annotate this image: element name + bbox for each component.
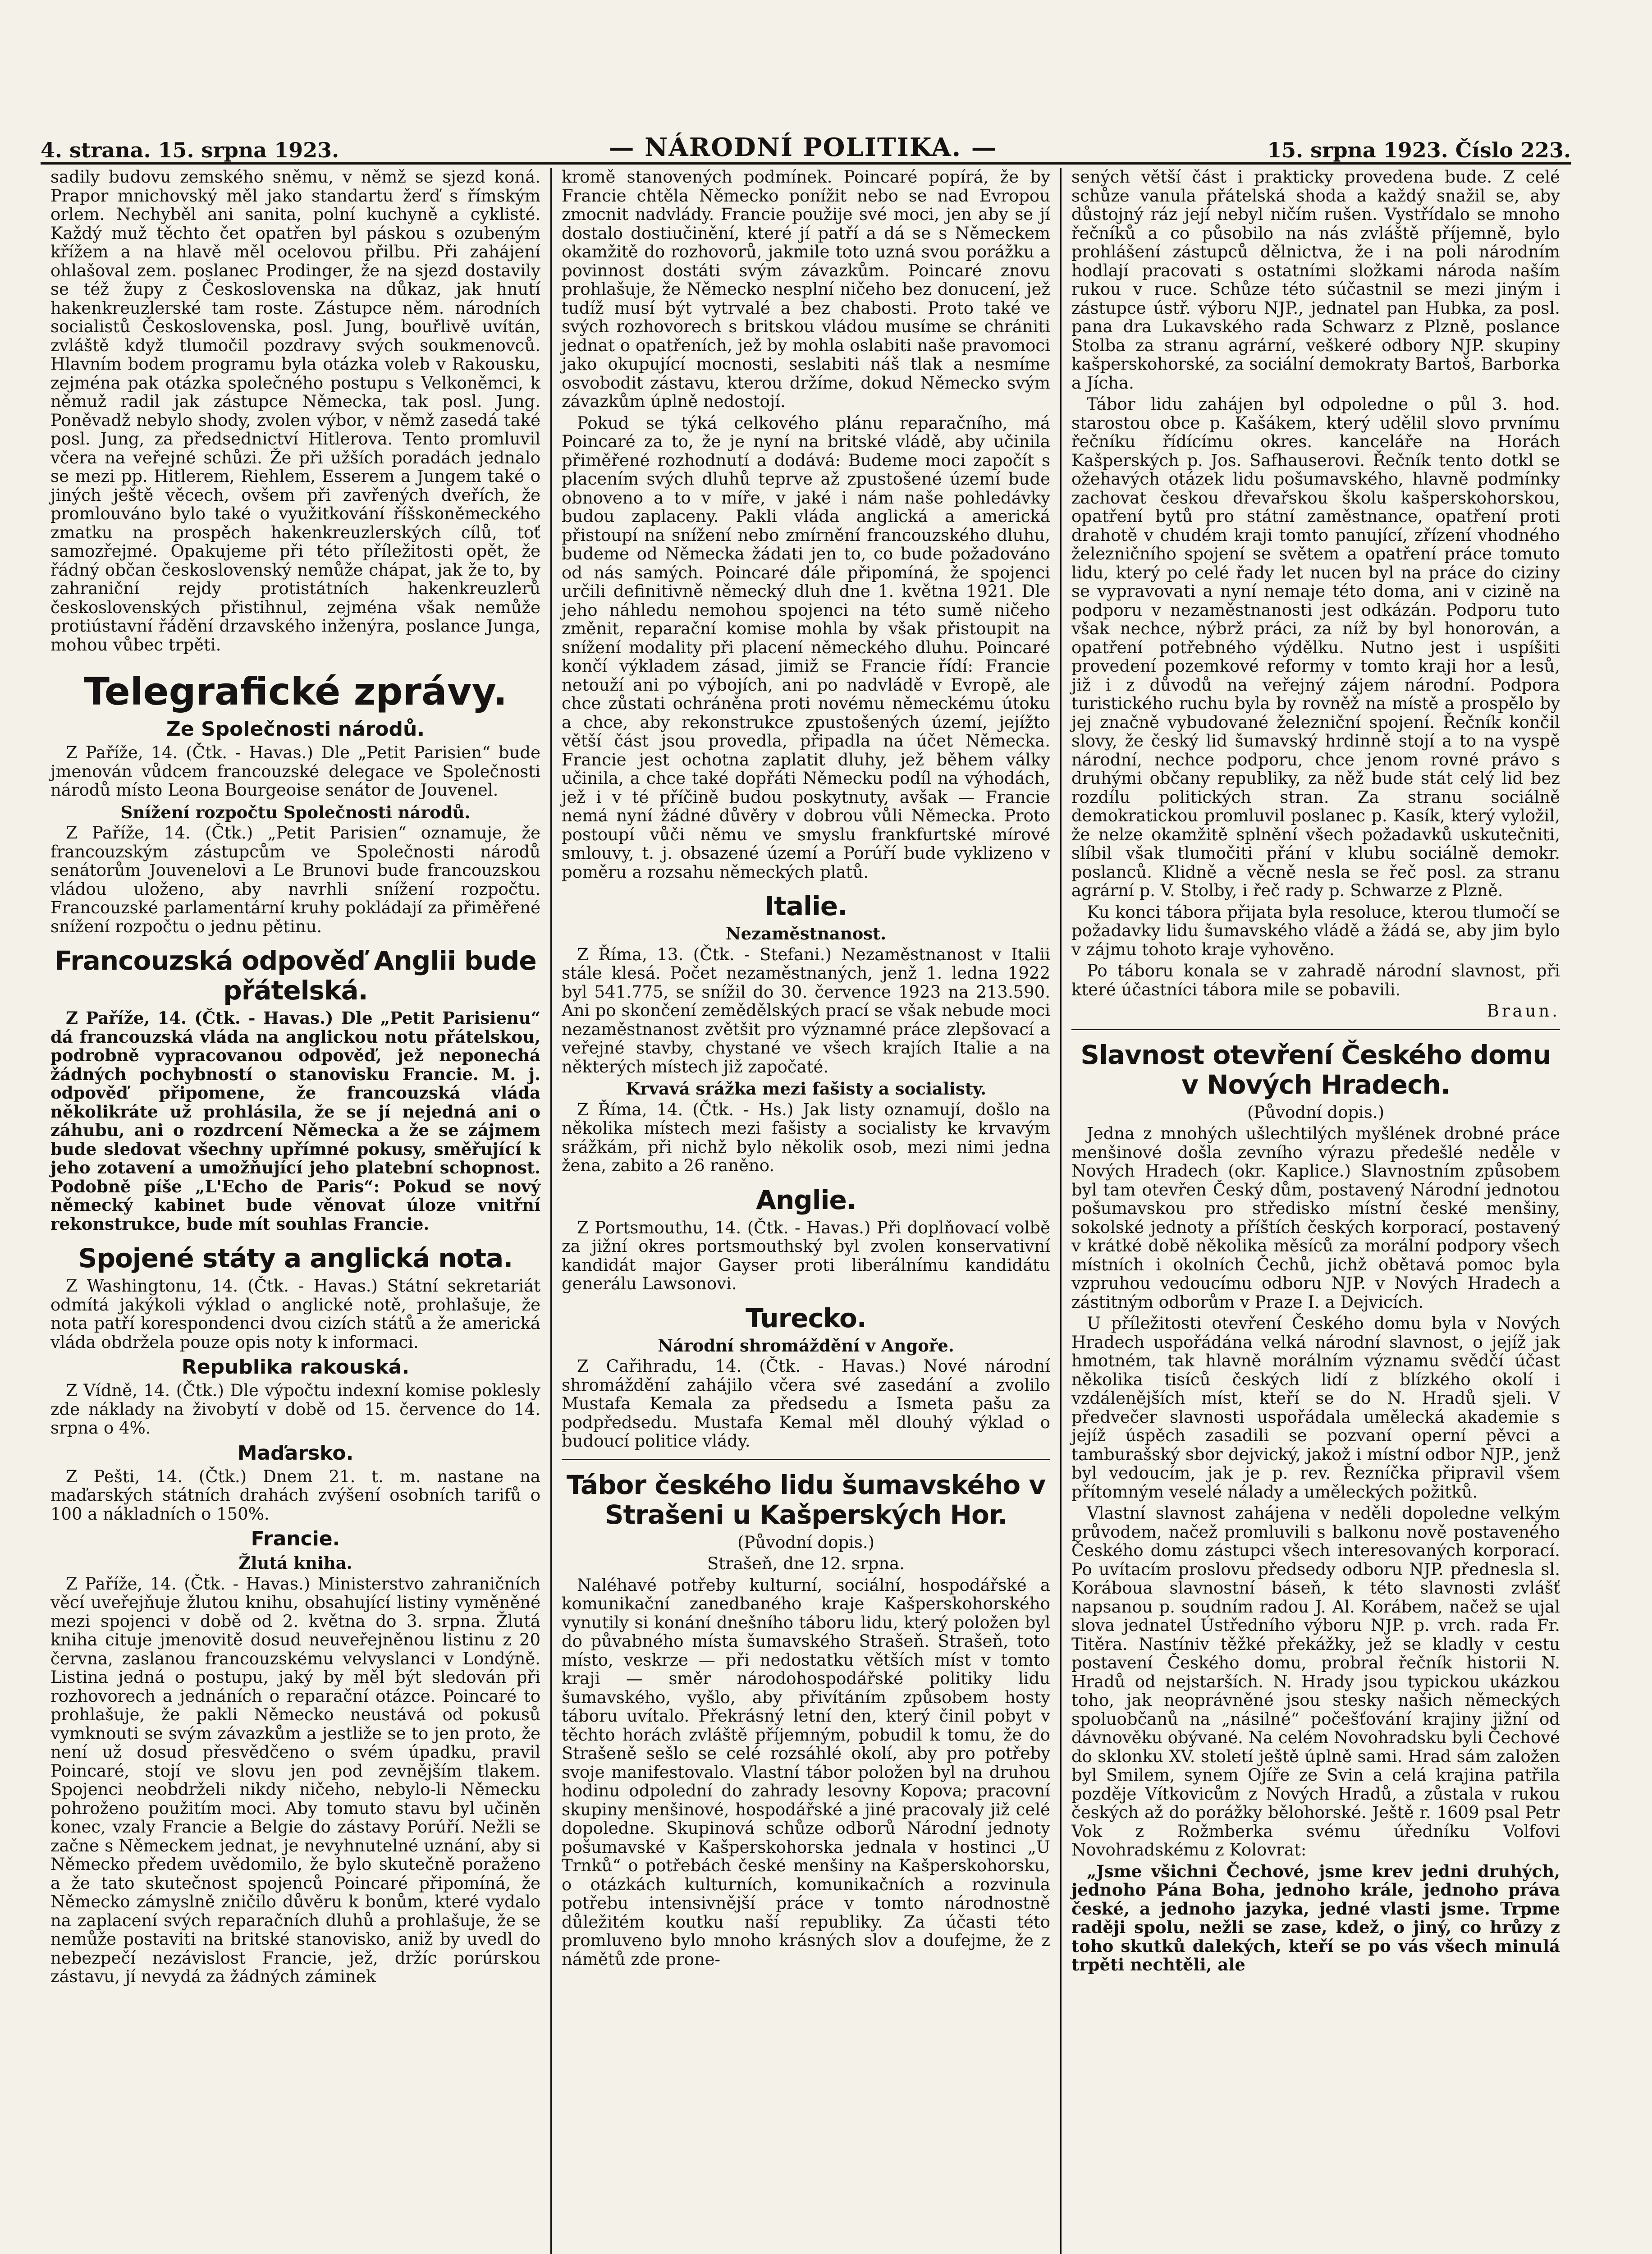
paragraph-usa: Z Washingtonu, 14. (Čtk. - Havas.) Státní sekretariát odmítá jakýkoli výklad o anglické notě, prohlašuje, že nota patří korespondenci dvou cizích států a že americká vláda obdržela pouze opis noty k informaci.	[50, 1276, 540, 1352]
paragraph-tabor-2: Tábor lidu zahájen byl odpoledne o půl 3. hod. starostou obce p. Kašákem, který udělil slovo prvnímu řečníku řídícímu okres. kanceláře na Horách Kašperských p. Jos. Safhauserovi. Řečník tento dotkl se ožehavých otázek lidu pošumavského, hlavně podmínky zachovat českou dřevařskou školu kašperskohorskou, opatření bytů pro státní zaměstnance, opatření proti drahotě v chudém kraji tomto panující, zřízení vhodného železničního spojení se světem a opatření práce tomuto lidu, který po celé řady let nucen byl na práce do ciziny se vypravovati a nyní nemaje této doma, ani v cizině na podporu v nezaměstnanosti jest odkázán. Podporu tuto však nechce, nýbrž práci, za níž by byl honorován, a opatření potřebného výdělku. Nutno jest i uspíšiti provedení pozemkové reformy v tomto kraji hor a lesů, již i z důvodů na veřejný zájem národní. Podpora turistického ruchu byla by rovněž na místě a prospělo by jej značně vybudované železniční spojení. Řečník končil slovy, že český lid šumavský hrdinně stojí a to na vyspě národní, nechce podporu, chce jenom rovné právo s druhými občany republiky, za něž bude stát celý lid bez rozdílu politických stran. Za stranu sociálně demokratickou promluvil poslanec p. Kasík, který vyložil, že nelze okamžitě splnění všech požadavků uskutečniti, slíbil však tlumočiti přání v klubu sociálně demokr. poslanců. Klidně a věcně nesla se řeč posl. za stranu agrární p. V. Stolby, i řeč rady p. Schwarze z Plzně.	[1071, 394, 1560, 900]
headline-clash: Krvavá srážka mezi fašisty a socialisty.	[625, 1079, 987, 1099]
paragraph-budget: Z Paříže, 14. (Čtk.) „Petit Parisien“ oznamuje, že francouzským zástupcům ve Společnosti národů senátorům Jouvenelovi a Le Brunovi bude francouzskou vládou uloženo, aby navrhli snížení rozpočtu. Francouzské parlamentární kruhy pokládají za přiměřené snížení rozpočtu o jednu pětinu.	[50, 823, 540, 936]
headline-tabor: Tábor českého lidu šumavského v Strašeni u Kašperských Hor.	[566, 1469, 1046, 1530]
headline-answer: Francouzská odpověď Anglii bude přátelská.	[55, 945, 536, 1006]
article-continuation-3: sených větší část i prakticky provedena bude. Z celé schůze vanula přátelská shoda a každý snažil se, aby důstojný ráz její nebyl ničím rušen. Vystřídalo se mnoho řečníků a co působilo na nás zvláště příjemně, bylo prohlášení zástupců dělnictva, že i na poli národním hodlají pracovati s ostatními složkami národa naším rukou v ruce. Schůze této súčastnil se mezi jiným i zástupce ústř. výboru NJP., jednatel pan Hubka, za posl. pana dra Lukavského rada Schwarz z Plzně, poslance Stolba za stranu agrární, veškeré odbory NJP. skupiny kašperskohorské, za sociální demokraty Bartoš, Barborka a Jícha.	[1071, 168, 1560, 393]
headline-festival: Slavnost otevření Českého domu v Nových Hradech.	[1080, 1039, 1551, 1100]
column-2	[550, 168, 1060, 2254]
paragraph-festival-2: U příležitosti otevření Českého domu byla v Nových Hradech uspořádána velká národní slavnost, o jejíž jak hmotném, tak hlavně morálním významu svědčí účast několika tisíců českých lidí z blízkého okolí i vzdálenějších míst, kteří se do N. Hradů sjeli. V předvečer slavnosti uspořádala umělecká akademie s jejíž úspěch zasadili se pozvaní operní pěvci a tamburašský sbor dejvický, jakož i místní odbor NJP., jenž byl vedoucím, jak je p. rev. Řezníčka připravil všem přítomným veselé nálady a uměleckých požitků.	[1071, 1314, 1560, 1502]
divider	[562, 1459, 1050, 1460]
headline-austria: Republika rakouská.	[181, 1356, 410, 1379]
newspaper-title: — NÁRODNÍ POLITIKA. —	[609, 133, 998, 162]
paragraph-tabor-3: Ku konci tábora přijata byla resoluce, kterou tlumočí se požadavky lidu šumavského vládě a žádá se, aby jim bylo v zájmu tohoto kraje vyhověno.	[1071, 902, 1560, 959]
headline-unemployment: Nezaměstnanost.	[725, 924, 887, 944]
headline-italy: Italie.	[764, 891, 847, 921]
paragraph-yellow-book: Z Paříže, 14. (Čtk. - Havas.) Ministerstvo zahraničních věcí uveřejňuje žlutou knihu, obsahující listiny vyměněné mezi spojenci v době od 2. května do 3. srpna. Žlutá kniha cituje jmenovitě dosud neuveřejněnou listinu z 20 června, zaslanou francouzskému velvyslanci v Londýně. Listina jedná o postupu, jaký by měl být sledován při rozhovorech a jednáních o reparační otázce. Poincaré to prohlašuje, že pakli Německo neustává od pokusů vymknouti se svým závazkům a jestliže se to jen proto, že není už dosud přesvědčeno o svém úpadku, pravil Poincaré, stojí ve slovu jen pod zevnějším tlakem. Spojenci neobdrželi nikdy ničeho, nebylo-li Německu pohroženo použitím moci. Aby tomuto stavu byl učiněn konec, vzaly Francie a Belgie do zástavy Porúří. Nežli se začne s Německem jednat, je nevyhnutelné uznání, aby si Německo předem uvědomilo, že bylo skutečně poraženo a že tato skutečnost spojenců Poincaré připomíná, že Německo zámyslně zničilo důvěru k bonům, které vydalo na zaplacení svých reparačních dluhů a prohlašuje, že se nemůže postaviti na britské stanovisko, aniž by uvedl do nebezpečí nezávislost Francie, jež, držíc porúrskou zástavu, jí nevydá za žádných záminek	[50, 1574, 540, 1986]
paragraph-festival-3: Vlastní slavnost zahájena v neděli dopoledne velkým průvodem, načež promluvili s balkonu nově postaveného Českého domu zástupci všech interesovaných korporací. Po uvítacím proslovu předsedy odboru NJP. přednesla sl. Koráboua slavnostní báseň, k této slavnosti zvlášť napsanou p. soudním radou J. Al. Korábem, načež se ujal slova jednatel Ústředního výboru NJP. p. vrch. rada Fr. Titěra. Nastíniv těžké překážky, jež se kladly v cestu postavení Českého domu, probral řečník historii N. Hradů od nejstarších. N. Hrady jsou typickou ukázkou toho, jak neoprávněné jsou stesky našich německých spoluobčanů na „násilné“ počešťování krajiny jižní od dávnověku obývané. Na celém Novohradsku byli Čechové do sklonku XV. století ještě úplně sami. Hrad sám založen byl Smilem, synem Ojíře ze Svin a celá krajina patřila pozděje Vítkovicům z Nových Hradů, a zůstala v rukou českých až do porážky bělohorské. Ještě r. 1609 psal Petr Vok z Rožmberka svému úředníku Volfovi Novohradskému z Kolovrat:	[1071, 1503, 1560, 1860]
column-1	[41, 168, 550, 2254]
headline-budget: Snížení rozpočtu Společnosti národů.	[120, 802, 471, 822]
headline-france: Francie.	[251, 1527, 340, 1550]
signature: Braun.	[1487, 1001, 1560, 1021]
columns	[41, 168, 1571, 2254]
paragraph-tabor-4: Po táboru konala se v zahradě národní slavnost, při které účastníci tábora mile se pobavili.	[1071, 961, 1560, 999]
paragraph-clash: Z Říma, 14. (Čtk. - Hs.) Jak listy oznamují, došlo na několika místech mezi fašisty a socialisty ke krvavým srážkám, při nichž bylo několik osob, mezi nimi jedna žena, zabito a 26 raněno.	[562, 1100, 1050, 1175]
article-continuation: sadily budovu zemského sněmu, v němž se sjezd koná. Prapor mnichovský měl jako standartu žerď s římským orlem. Nechyběl ani sanita, polní kuchyně a cyklisté. Každý muž těchto čet opatřen byl páskou s ozubeným křížem a na hlavě měl ocelovou přilbu. Při zahájení ohlašoval zem. poslanec Prodinger, že na sjezd dostavily se též župy z Československa na důkaz, jak hnutí hakenkreuzlerské tam roste. Zástupce něm. národních socialistů Československa, posl. Jung, bouřlivě uvítán, zvláště když tlumočil pozdravy svých soukmenovců. Hlavním bodem programu byla otázka voleb v Rakousku, zejména pak otázka společného postupu s Velkoněmci, k němuž radil jak zástupce Německa, tak posl. Jung. Poněvadž nebylo shody, zvolen výbor, v němž zasedá také posl. Jung, za předsednictví Hitlerova. Tento promluvil včera na veřejné schůzi. Že při užších poradách jednalo se mezi pp. Hitlerem, Riehlem, Esserem a Jungem také o jiných ještě věcech, ovšem při zavřených dveřích, že promlouváno bylo také o využitkování říšskoněmeckého zmatku na prospěch hakenkreuzlerských cílů, toť samozřejmé. Opakujeme při této příležitosti opět, že řádný občan československý nemůže chápat, jak že to, by zahraniční rejdy protistátních hakenkreuzlerů československých přistihnul, zejména však nemůže protiústavní řádění drzavského inženýra, poslance Junga, mohou vůbec trpěti.	[50, 168, 540, 655]
paragraph-tabor: Naléhavé potřeby kulturní, sociální, hospodářské a komunikační zanedbaného kraje Kašperskohorského vynutily si konání dnešního táboru lidu, který položen byl do půvabného místa šumavského Strašeň. Strašeň, toto místo, veskrze — při nedostatku větších míst v tomto kraji — směr národohospodářské politiky lidu šumavského, vyšlo, aby přivítáním způsobem hosty táboru uvítalo. Překrásný letní den, který činil pobyt v těchto horách zvláště příjemným, pobudil k tomu, že do Strašeně sešlo se celé rozsáhlé okolí, aby pro potřeby svoje manifestovalo. Vlastní tábor položen byl na druhou hodinu odpolední do zahrady lesovny Kopova; pracovní skupiny menšinové, hospodářské a jiné pracovaly již celé dopoledne. Skupinová schůze odborů Národní jednoty pošumavské v Kašperskohorska jednala v hostinci „U Trnků“ o potřebách české menšiny na Kašperskohorsku, o otázkách kulturních, komunikačních a rozvinula potřebu intensivnější práce v tomto národnostně důležitém koutku naší republiky. Za účasti této promluveno bylo mnoho krásných slov a doufejme, že z námětů zde prone-	[562, 1575, 1050, 1969]
paragraph-answer: Z Paříže, 14. (Čtk. - Havas.) Dle „Petit Parisienu“ dá francouzská vláda na anglickou notu přátelskou, podrobně vypracovanou odpověď, jež neponechá žádných pochybností o stanovisku Francie. M. j. odpověď připomene, že francouzská vláda několikráte už prohlásila, že se jí nejedná ani o záhubu, ani o rozdrcení Německa a že se zájmem bude sledovat všechny upřímné pokusy, směřující k jeho zotavení a umožňující jeho platební schopnost. Podobně píše „L'Echo de Paris“: Pokud se nový německý kabinet bude věnovat úloze vnitřní rekonstrukce, bude mít souhlas Francie.	[50, 1008, 540, 1234]
headline-assembly: Národní shromáždění v Angoře.	[658, 1335, 954, 1356]
paragraph-austria: Z Vídně, 14. (Čtk.) Dle výpočtu indexní komise poklesly zde náklady na živobytí v době od 15. července do 14. srpna o 4%.	[50, 1381, 540, 1438]
paragraph-assembly: Z Cařihradu, 14. (Čtk. - Havas.) Nové národní shromáždění zahájilo včera své zasedání a zvolilo Mustafa Kemala za předsedu a Ismeta pašu za podpředsedu. Mustafa Kemal měl dlouhý výklad o budoucí politice vlády.	[562, 1356, 1050, 1451]
paragraph-hungary: Z Pešti, 14. (Čtk.) Dnem 21. t. m. nastane na maďarských státních drahách zvýšení osobních tarifů o 100 a nákladních o 150%.	[50, 1466, 540, 1524]
headline-yellow-book: Žlutá kniha.	[238, 1553, 352, 1573]
header-left: 4. strana. 15. srpna 1923.	[41, 138, 339, 162]
paragraph-unemployment: Z Říma, 13. (Čtk. - Stefani.) Nezaměstnanost v Italii stále klesá. Počet nezaměstnaných, jenž 1. ledna 1922 byl 541.775, se snížil do 30. července 1923 na 213.590. Ani po skončení zemědělských prací se však nebude moci nezaměstnanost zvětšit pro významné práce zlepšovací a veřejné stavby, chystané ve všech krajích Italie a na některých místech již započaté.	[562, 944, 1050, 1077]
byline-festival: (Původní dopis.)	[1247, 1102, 1385, 1122]
divider-2	[1071, 1029, 1560, 1030]
paragraph-festival-1: Jedna z mnohých ušlechtilých myšlének drobné práce menšinové došla zevního výrazu předešlé neděle v Nových Hradech (okr. Kaplice.) Slavnostním způsobem byl tam otevřen Český dům, postavený Národní jednotou pošumavskou pro středisko místní české menšiny, sokolské jednoty a příštích českých korporací, postavený v krátké době několika měsíců za morální podpory všech místních i okolních Čechů, jichž obětavá pomoc byla vzpruhou vedoucímu odboru NJP. v Nových Hradech a zástitným odborům v Praze I. a Dejvicích.	[1071, 1124, 1560, 1312]
section-title-telegraph: Telegrafické zprávy.	[83, 669, 508, 714]
article-continuation-2: kromě stanovených podmínek. Poincaré popírá, že by Francie chtěla Německo ponížit nebo se nad Evropou zmocnit nadvlády. Francie použije své moci, jen aby se jí dostalo dostiučinění, které jí patří a dá se s Německem okamžitě do rozhovorů, jakmile toto uzná svou porážku a povinnost dostáti svým závazkům. Poincaré znovu prohlašuje, že Německo nesplní ničeho bez donucení, jež tudíž musí být vytrvalé a bez chabosti. Proto také ve svých rozhovorech s britskou vládou musíme se chrániti jednat o opatřeních, jež by mohla oslabiti naše pravomoci jako okupující mocnosti, seslabiti náš tlak a nesmíme osvobodit zástavu, kterou držíme, dokud Německo svým závazkům úplně nedostojí.	[562, 168, 1050, 411]
headline-turkey: Turecko.	[746, 1302, 866, 1333]
dateline-tabor: Strašeň, dne 12. srpna.	[707, 1554, 905, 1573]
byline-tabor: (Původní dopis.)	[737, 1532, 875, 1552]
header-right: 15. srpna 1923. Číslo 223.	[1267, 138, 1571, 162]
paragraph-league: Z Paříže, 14. (Čtk. - Havas.) Dle „Petit Parisien“ bude jmenován vůdcem francouzské delegace ve Společnosti národů místo Leona Bourgeoise senátor de Jouvenel.	[50, 743, 540, 800]
column-3	[1060, 168, 1570, 2254]
paragraph-england: Z Portsmouthu, 14. (Čtk. - Havas.) Při doplňovací volbě za jižní okres portsmouthský byl zvolen konservativní kandidát major Gayser proti liberálnímu kandidátu generálu Lawsonovi.	[562, 1218, 1050, 1293]
headline-hungary: Maďarsko.	[237, 1441, 354, 1465]
paragraph-reparations: Pokud se týká celkového plánu reparačního, má Poincaré za to, že je nyní na britské vládě, aby učinila přiměřené rozhodnutí a dodává: Budeme moci započít s placením svých dluhů teprve až zpustošené území bude obnoveno a to v míře, v jaké i nám naše pohledávky budou zaplaceny. Pakli vláda anglická a americká přistoupí na snížení nebo zmírnění francouzského dluhu, budeme od Německa žádati jen to, co bude požadováno od nás samých. Poincaré dále připomíná, že spojenci určili definitivně německý dluh dne 1. května 1921. Dle jeho náhledu nemohou spojenci na této sumě ničeho změnit, reparační komise mohla by však přistoupit na snížení modality při placení německého dluhu. Poincaré končí výkladem zásad, jimiž se Francie řídí: Francie netouží ani po výbojích, ani po nadvládě v Evropě, ale chce zůstati ochráněna proti novému německému útoku a chce, aby rekonstrukce zpustošených území, jejížto větší část jsou provedla, připadla na účet Německa. Francie jest ochotna zaplatit dluhy, jež během války učinila, a chce také dopřáti Německu podíl na výhodách, jež i v té příčině budou poskytnuty, avšak — Francie nemá nyní žádné důvěry v dobrou vůli Německa. Proto postoupí vůči němu ve smyslu frankfurtské mírové smlouvy, t. j. obsazené území a Porúří bude vyklizeno v poměru a rozsahu německých platů.	[562, 413, 1050, 882]
masthead	[41, 131, 1571, 165]
headline-usa: Spojené státy a anglická nota.	[78, 1243, 513, 1274]
headline-league: Ze Společnosti národů.	[166, 718, 425, 741]
headline-england: Anglie.	[756, 1184, 856, 1215]
paragraph-festival-4: „Jsme všichni Čechové, jsme krev jedni druhých, jednoho Pána Boha, jednoho krále, jednoho práva české, a jednoho jazyka, jedné vlasti jsme. Trpme raději spolu, nežli se zase, kdež, o jiný, co hrůzy z toho skutků dalekých, kteří se po vás všech minulá trpěti nechtěli, ale	[1071, 1861, 1560, 1975]
